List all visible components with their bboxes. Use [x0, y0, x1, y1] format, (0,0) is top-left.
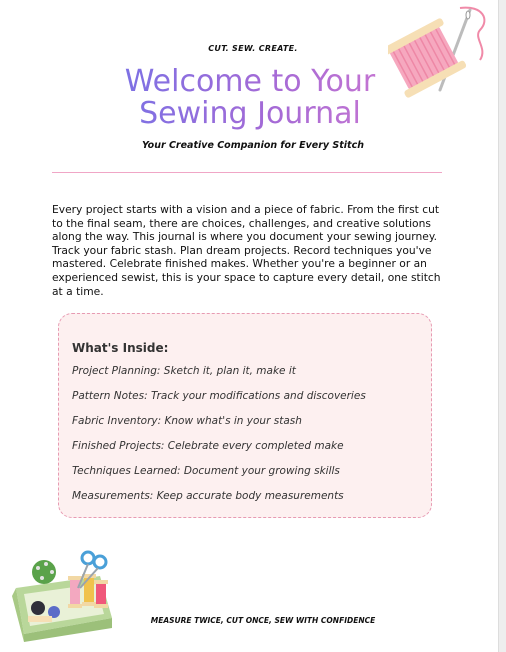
sewing-box-icon: [8, 548, 118, 643]
subtitle: Your Creative Companion for Every Stitch: [142, 140, 364, 151]
list-item: Pattern Notes: Track your modifications and discoveries: [72, 390, 366, 402]
title-line-1: Welcome to Your: [124, 64, 376, 99]
list-item: Fabric Inventory: Know what's in your stash: [72, 415, 302, 427]
whats-inside-heading: What's Inside:: [72, 341, 169, 355]
page-title: [60, 66, 440, 130]
intro-paragraph: Every project starts with a vision and a piece of fabric. From the first cut to the final seam, there are choices, challenges, and creative solutions along the way. This journal is where you document your sewing journey. Track your fabric stash. Plan dream projects. Record techniques you've mastered. Celebrate finished makes. Whether you're a beginner or an experienced sewist, this is your space to capture every detail, one stitch at a time.: [52, 203, 441, 298]
tagline: CUT. SEW. CREATE.: [208, 44, 298, 53]
whats-inside-list: [72, 364, 366, 514]
list-item: Measurements: Keep accurate body measurements: [72, 490, 344, 502]
title-line-2: Sewing Journal: [139, 96, 361, 131]
whats-inside-box: [58, 313, 432, 518]
list-item: Project Planning: Sketch it, plan it, make it: [72, 365, 296, 377]
footer-motto: MEASURE TWICE, CUT ONCE, SEW WITH CONFIDENCE: [150, 616, 376, 625]
page-edge: [498, 0, 506, 652]
list-item: Finished Projects: Celebrate every completed make: [72, 440, 344, 452]
divider: [52, 172, 442, 173]
list-item: Techniques Learned: Document your growing skills: [72, 465, 340, 477]
